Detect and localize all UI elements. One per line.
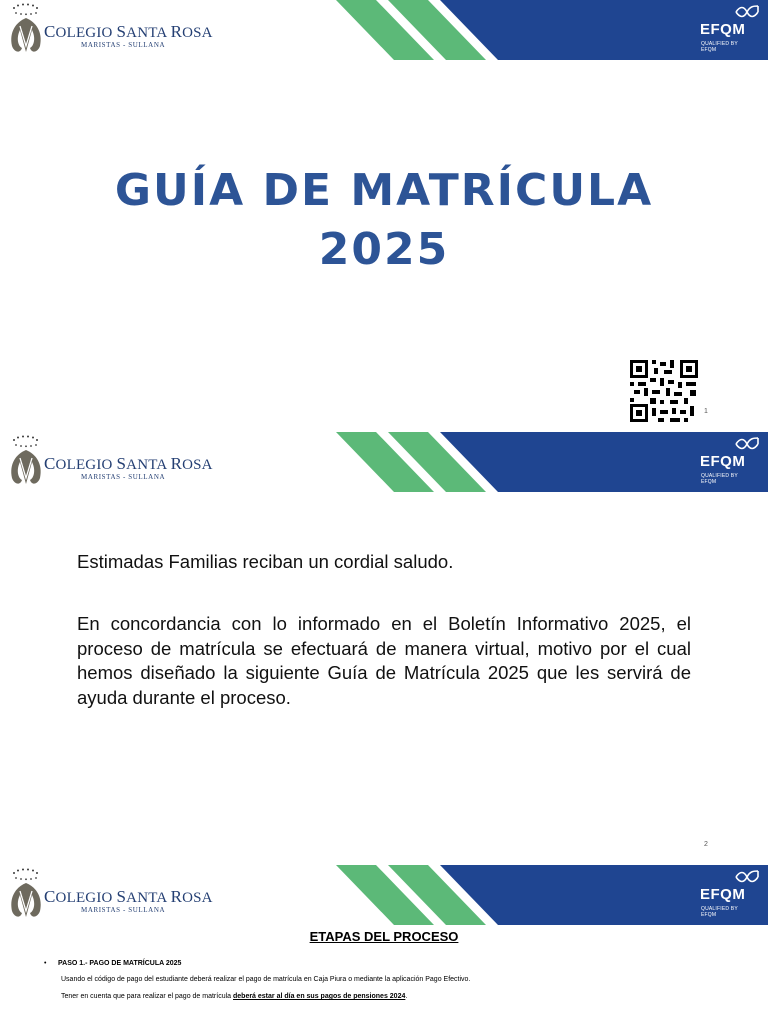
step1-note: Tener en cuenta que para realizar el pago de matrícula deberá estar al día en sus pagos de pensiones 2024. xyxy=(61,993,408,1000)
school-logo xyxy=(6,867,213,923)
efqm-logo-icon xyxy=(734,436,760,452)
cover-title-line2: 2025 xyxy=(318,224,450,275)
step1-description: Usando el código de pago del estudiante deberá realizar el pago de matrícula en Caja Piura o mediante la aplicación Pago Efectivo. xyxy=(61,976,471,983)
efqm-wordmark: EFQM xyxy=(700,21,746,38)
page-header xyxy=(0,0,768,60)
efqm-qualified: QUALIFIED BY EFQM xyxy=(701,473,738,485)
efqm-logo-icon xyxy=(734,4,760,20)
school-crest-icon xyxy=(6,434,46,490)
stages-title: ETAPAS DEL PROCESO xyxy=(309,929,459,944)
qr-code-icon xyxy=(630,360,698,422)
school-subtitle: MARISTAS - SULLANA xyxy=(81,473,166,481)
intro-paragraph: En concordancia con lo informado en el Boletín Informativo 2025, el proceso de matrícula se efectuará de manera virtual, motivo por el cual hemos diseñado la siguiente Guía de Matrícula 2025 que les servirá de ayuda durante el proceso. xyxy=(77,613,691,708)
greeting-text: Estimadas Familias reciban un cordial saludo. xyxy=(77,551,454,572)
greeting-page xyxy=(0,432,768,865)
school-name: COLEGIO SANTA ROSA xyxy=(44,22,213,41)
school-logo xyxy=(6,2,213,58)
bullet-icon: • xyxy=(44,960,47,967)
step1-title: PASO 1.- PAGO DE MATRÍCULA 2025 xyxy=(58,960,182,967)
page-number: 1 xyxy=(704,408,708,415)
school-crest-icon xyxy=(6,2,46,58)
school-name: COLEGIO SANTA ROSA xyxy=(44,454,213,473)
efqm-logo-icon xyxy=(734,869,760,885)
school-name: COLEGIO SANTA ROSA xyxy=(44,887,213,906)
school-subtitle: MARISTAS - SULLANA xyxy=(81,41,166,49)
page-header xyxy=(0,865,768,925)
school-subtitle: MARISTAS - SULLANA xyxy=(81,906,166,914)
school-crest-icon xyxy=(6,867,46,923)
cover-page xyxy=(0,0,768,432)
cover-title-line1: GUÍA DE MATRÍCULA xyxy=(114,165,654,216)
page-number: 2 xyxy=(704,841,708,848)
page-header xyxy=(0,432,768,492)
stages-page xyxy=(0,865,768,1024)
efqm-wordmark: EFQM xyxy=(700,453,746,470)
school-logo xyxy=(6,434,213,490)
efqm-qualified: QUALIFIED BY EFQM xyxy=(701,906,738,918)
efqm-qualified: QUALIFIED BY EFQM xyxy=(701,41,738,53)
efqm-wordmark: EFQM xyxy=(700,886,746,903)
